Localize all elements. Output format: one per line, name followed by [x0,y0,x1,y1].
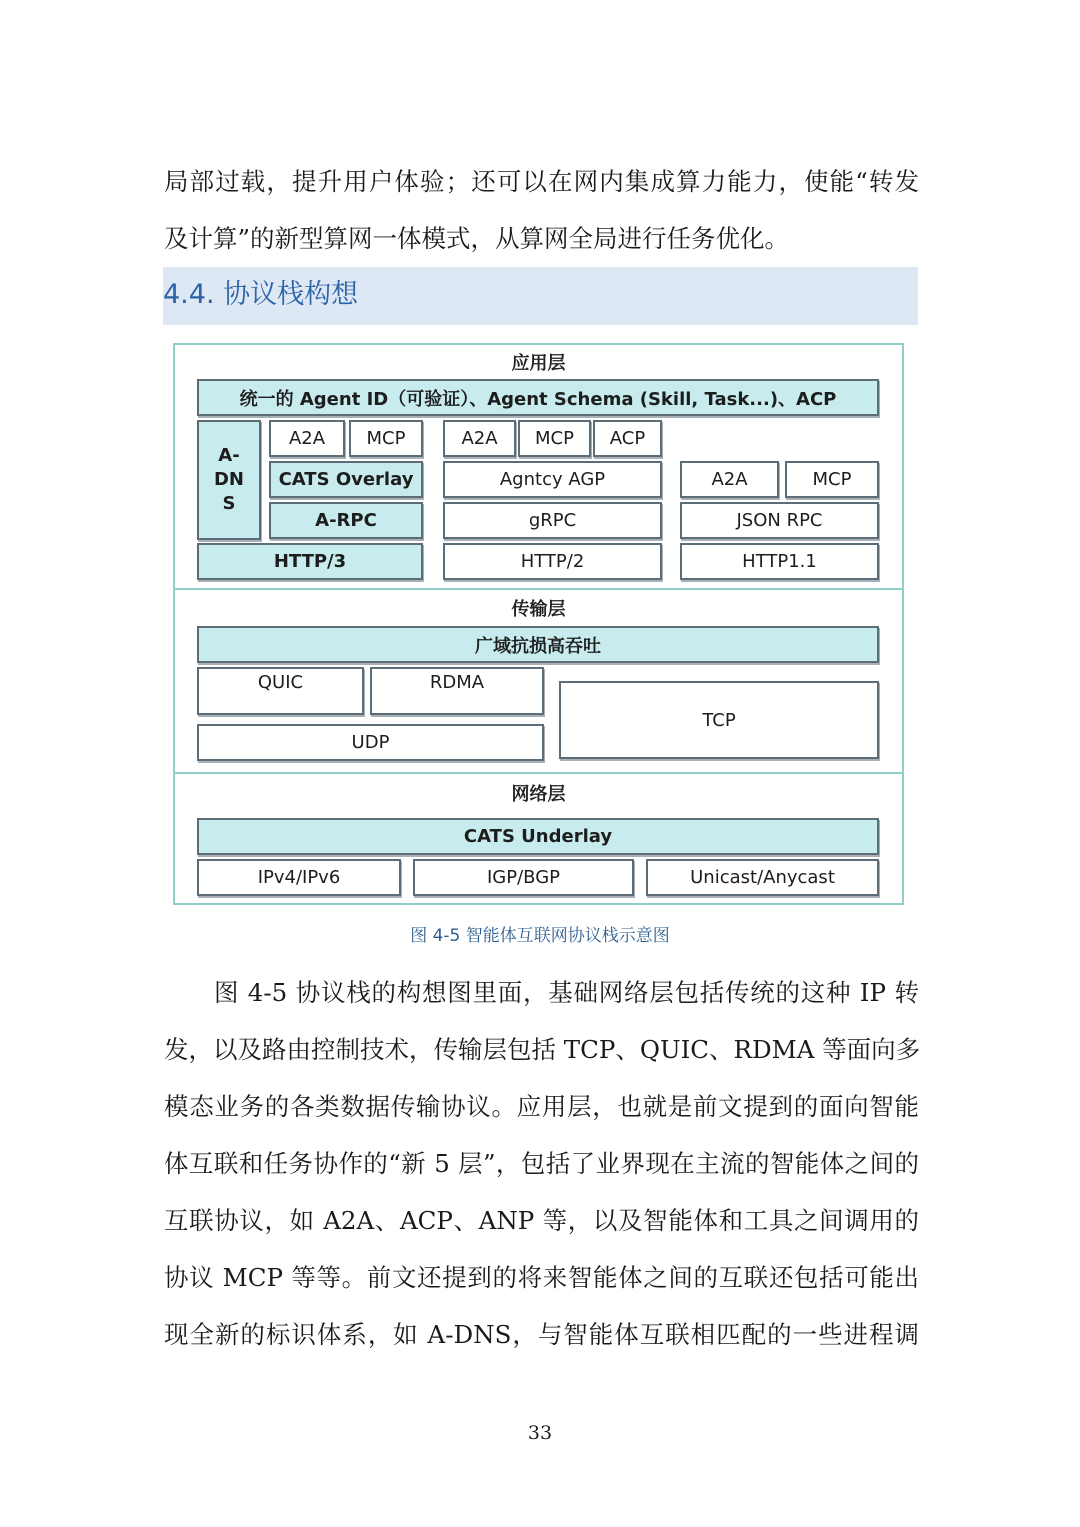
paragraph-line: 互联协议，如 A2A、ACP、ANP 等，以及智能体和工具之间调用的 [164,1206,919,1235]
group1-mcp-box: MCP [349,420,423,457]
group1-a2a-box: A2A [269,420,345,457]
quic-box: QUIC [197,667,364,715]
transport-layer-title: 传输层 [511,599,566,620]
group3-a2a-box: A2A [680,461,779,498]
group2-acp-box: ACP [593,420,662,457]
ipv4-ipv6-box: IPv4/IPv6 [197,859,401,896]
application-layer-title: 应用层 [511,353,566,374]
network-banner: CATS Underlay [197,818,879,855]
json-rpc-box: JSON RPC [680,502,879,539]
igp-bgp-box: IGP/BGP [413,859,634,896]
paragraph-line: 发，以及路由控制技术，传输层包括 TCP、QUIC、RDMA 等面向多 [164,1035,921,1064]
layer-divider [175,588,902,590]
paragraph-line: 局部过载，提升用户体验；还可以在网内集成算力能力，使能“转发 [164,167,919,196]
section-heading [163,267,918,325]
paragraph-line: 协议 MCP 等等。前文还提到的将来智能体之间的互联还包括可能出 [164,1263,919,1292]
adns-box: A- DN S [197,420,261,540]
network-layer-title: 网络层 [511,784,566,805]
udp-box: UDP [197,724,544,761]
protocol-stack-diagram [173,343,904,905]
transport-banner: 广域抗损高吞吐 [197,626,879,663]
paragraph-line: 及计算”的新型算网一体模式，从算网全局进行任务优化。 [164,224,790,253]
group2-mcp-box: MCP [518,420,591,457]
group3-mcp-box: MCP [785,461,879,498]
paragraph-line: 图 4-5 协议栈的构想图里面，基础网络层包括传统的这种 IP 转 [214,978,919,1007]
http2-box: HTTP/2 [443,543,662,580]
section-title: 4.4. 协议栈构想 [163,279,359,310]
paragraph-line: 体互联和任务协作的“新 5 层”，包括了业界现在主流的智能体之间的 [164,1149,919,1178]
http3-box: HTTP/3 [197,543,423,580]
grpc-box: gRPC [443,502,662,539]
a-rpc-box: A-RPC [269,502,423,539]
page-number: 33 [527,1422,553,1444]
layer-divider [175,772,902,774]
figure-caption: 图 4-5 智能体互联网协议栈示意图 [410,926,670,946]
rdma-box: RDMA [370,667,544,715]
application-banner: 统一的 Agent ID（可验证）、Agent Schema (Skill, Task...)、ACP [197,379,879,416]
agntcy-agp-box: Agntcy AGP [443,461,662,498]
tcp-box: TCP [559,681,879,759]
paragraph-line: 模态业务的各类数据传输协议。应用层，也就是前文提到的面向智能 [164,1092,919,1121]
http11-box: HTTP1.1 [680,543,879,580]
paragraph-line: 现全新的标识体系，如 A-DNS，与智能体互联相匹配的一些进程调 [164,1320,919,1349]
group2-a2a-box: A2A [443,420,516,457]
unicast-anycast-box: Unicast/Anycast [646,859,879,896]
cats-overlay-box: CATS Overlay [269,461,423,498]
